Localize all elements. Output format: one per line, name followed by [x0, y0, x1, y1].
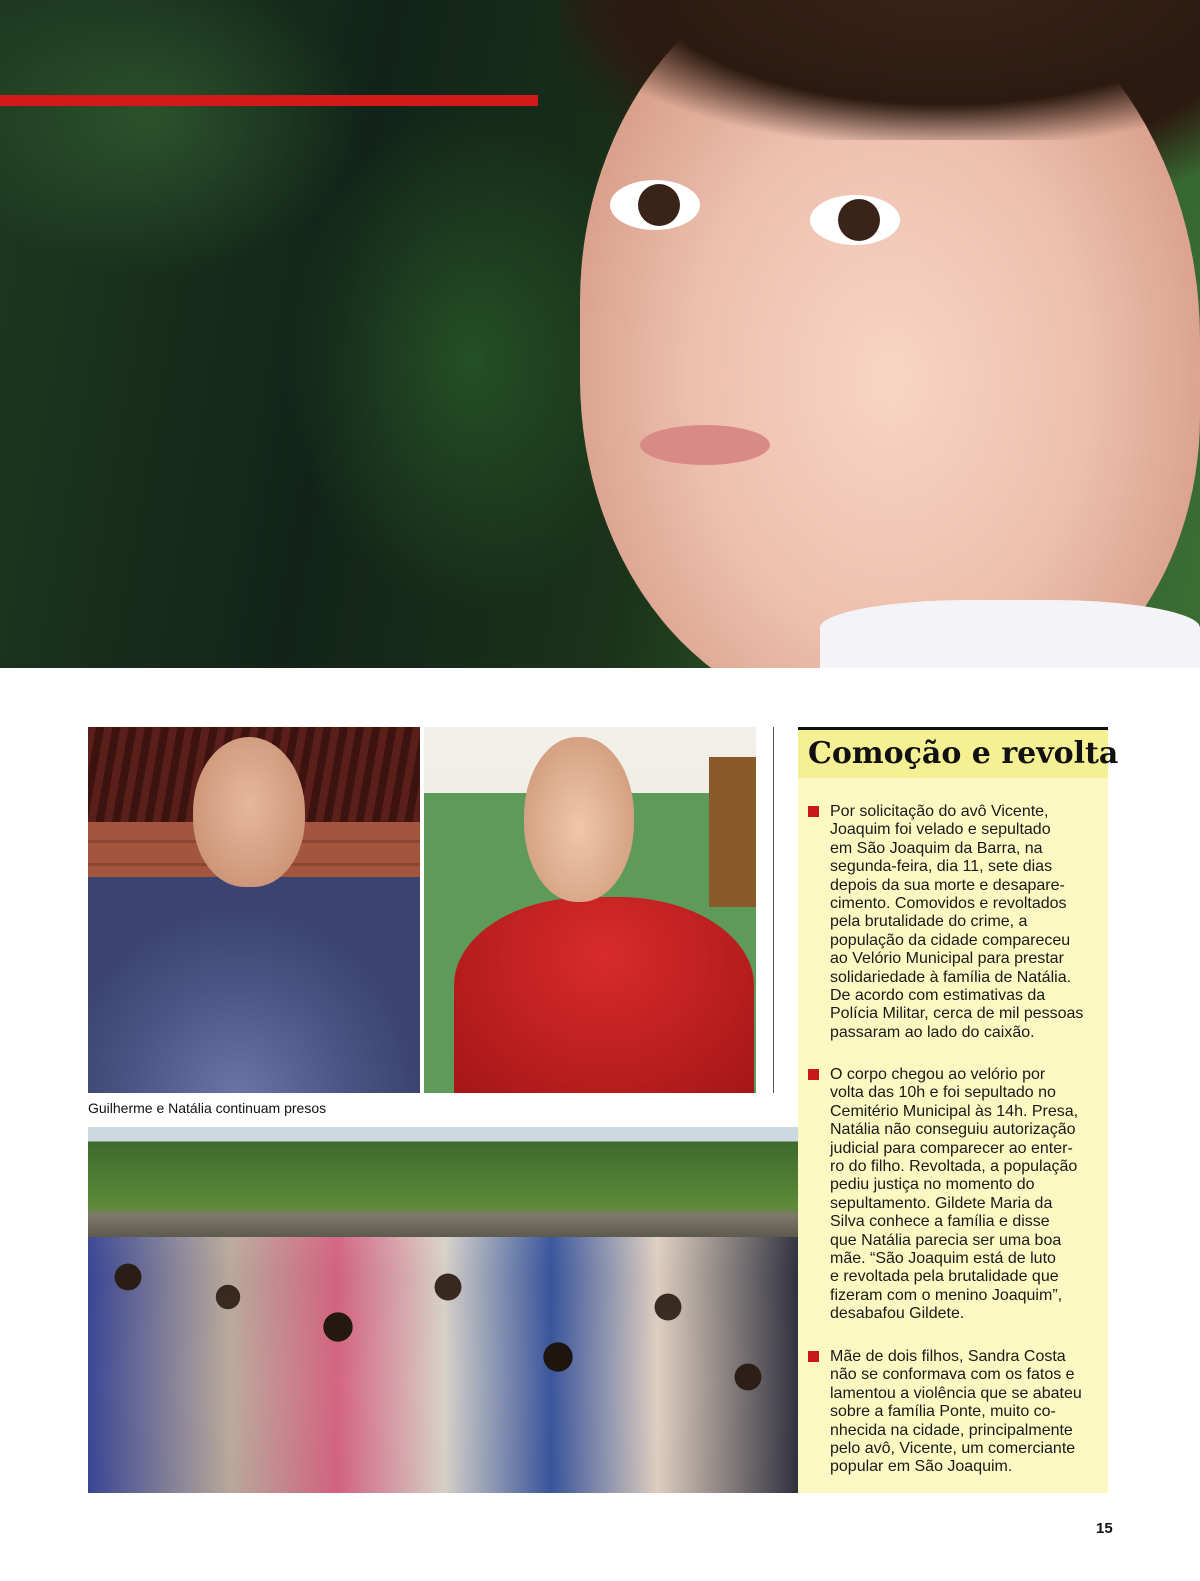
square-bullet-icon: [808, 806, 819, 817]
child-right-eye: [810, 195, 900, 245]
photo-guilherme: [88, 727, 420, 1093]
wooden-door: [709, 757, 756, 907]
child-collar: [820, 600, 1200, 668]
sidebar-paragraph: [808, 803, 1098, 1042]
page-number: 15: [1096, 1520, 1113, 1537]
crowd: [88, 1237, 800, 1493]
man-head: [193, 737, 305, 887]
photo-caption: Guilherme e Natália continuam presos: [88, 1100, 327, 1116]
paragraph-text: Por solicitação do avô Vicente, Joaquim foi velado e sepultado em São Joaquim da Barra, na segunda-feira, dia 11, sete dias depois da sua morte e desapare- cimento. Comovidos e revoltados pela brutalidade do crime, a população da cidade compareceu ao Velório Municipal para prestar solidariedade à família de Natália. De acordo com estimativas da Polícia Militar, cerca de mil pessoas passaram ao lado do caixão.: [830, 803, 1084, 1041]
sidebar-paragraph: [808, 1066, 1098, 1324]
square-bullet-icon: [808, 1069, 819, 1080]
sidebar-title: Comoção e revolta: [798, 730, 1108, 778]
photo-funeral-crowd: [88, 1127, 800, 1493]
woman-head: [524, 737, 634, 902]
photo-natalia: [424, 727, 756, 1093]
blue-jacket: [88, 877, 420, 1093]
hero-photo-child: [0, 0, 1200, 668]
sidebar-paragraph: [808, 1348, 1098, 1477]
red-shirt: [454, 897, 754, 1093]
square-bullet-icon: [808, 1351, 819, 1362]
column-divider: [773, 727, 774, 1093]
child-left-eye: [610, 180, 700, 230]
paragraph-text: O corpo chegou ao velório por volta das 10h e foi sepultado no Cemitério Municipal às 14h. Presa, Natália não conseguiu autorização judicial para comparecer ao enter- ro do filho. Revoltada, a população pediu justiça no momento do sepultamento. Gildete Maria da Silva conhece a família e disse que Natália parecia ser uma boa mãe. “São Joaquim está de luto e revoltada pela brutalidade que fizeram com o menino Joaquim”, desabafou Gildete.: [830, 1066, 1079, 1323]
red-accent-rule: [0, 95, 538, 106]
child-mouth: [640, 425, 770, 465]
paragraph-text: Mãe de dois filhos, Sandra Costa não se conformava com os fatos e lamentou a violência que se abateu sobre a família Ponte, muito co- nhecida na cidade, principalmente pelo avô, Vicente, um comerciante popular em São Joaquim.: [830, 1348, 1082, 1476]
child-fringe: [560, 0, 1200, 140]
